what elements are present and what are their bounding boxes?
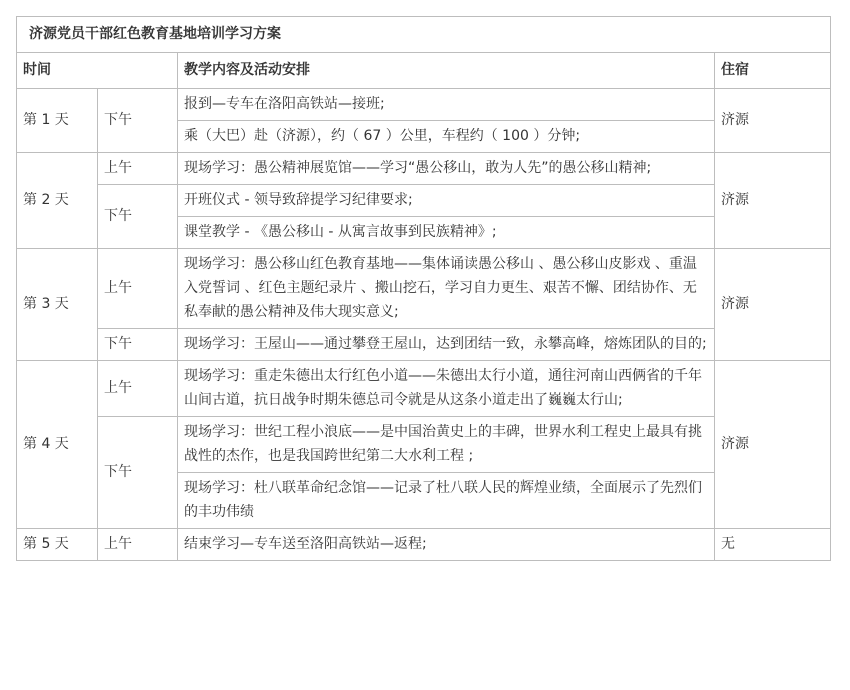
lodging-cell: 济源	[715, 89, 831, 153]
period-cell: 下午	[98, 417, 178, 529]
schedule-row	[17, 329, 831, 361]
activity-cell: 现场学习：愚公精神展览馆——学习“愚公移山，敢为人先”的愚公移山精神;	[178, 153, 715, 185]
schedule-row	[17, 529, 831, 561]
title-row	[17, 17, 831, 53]
period-cell: 下午	[98, 329, 178, 361]
lodging-cell: 济源	[715, 153, 831, 249]
plan-table-body	[17, 17, 831, 561]
period-cell: 上午	[98, 529, 178, 561]
activity-cell: 现场学习：杜八联革命纪念馆——记录了杜八联人民的辉煌业绩，全面展示了先烈们的丰功伟绩	[178, 473, 715, 529]
activity-cell: 现场学习：愚公移山红色教育基地——集体诵读愚公移山 、愚公移山皮影戏 、重温入党誓词 、红色主题纪录片 、搬山挖石，学习自力更生、艰苦不懈、团结协作、无私奉献的愚公精神及伟大现实意义;	[178, 249, 715, 329]
period-cell: 下午	[98, 185, 178, 249]
schedule-row	[17, 249, 831, 329]
header-row	[17, 53, 831, 89]
period-cell: 上午	[98, 153, 178, 185]
activity-cell: 报到—专车在洛阳高铁站—接班;	[178, 89, 715, 121]
day-cell: 第 3 天	[17, 249, 98, 361]
schedule-row	[17, 361, 831, 417]
day-cell: 第 1 天	[17, 89, 98, 153]
lodging-cell: 济源	[715, 249, 831, 361]
schedule-row	[17, 89, 831, 121]
period-cell: 上午	[98, 249, 178, 329]
header-time: 时间	[17, 53, 178, 89]
header-content: 教学内容及活动安排	[178, 53, 715, 89]
schedule-row	[17, 417, 831, 473]
schedule-row	[17, 153, 831, 185]
activity-cell: 课堂教学 - 《愚公移山 - 从寓言故事到民族精神》;	[178, 217, 715, 249]
schedule-row	[17, 185, 831, 217]
activity-cell: 现场学习：重走朱德出太行红色小道——朱德出太行小道，通往河南山西俩省的千年山间古道，抗日战争时期朱德总司令就是从这条小道走出了巍巍太行山;	[178, 361, 715, 417]
lodging-cell: 无	[715, 529, 831, 561]
day-cell: 第 5 天	[17, 529, 98, 561]
activity-cell: 开班仪式 - 领导致辞提学习纪律要求;	[178, 185, 715, 217]
period-cell: 上午	[98, 361, 178, 417]
activity-cell: 结束学习—专车送至洛阳高铁站—返程;	[178, 529, 715, 561]
plan-title: 济源党员干部红色教育基地培训学习方案	[17, 17, 831, 53]
training-plan-table	[16, 16, 831, 561]
lodging-cell: 济源	[715, 361, 831, 529]
header-lodging: 住宿	[715, 53, 831, 89]
day-cell: 第 4 天	[17, 361, 98, 529]
period-cell: 下午	[98, 89, 178, 153]
activity-cell: 现场学习：世纪工程小浪底——是中国治黄史上的丰碑，世界水利工程史上最具有挑战性的杰作，也是我国跨世纪第二大水利工程 ;	[178, 417, 715, 473]
activity-cell: 现场学习：王屋山——通过攀登王屋山，达到团结一致，永攀高峰，熔炼团队的目的;	[178, 329, 715, 361]
day-cell: 第 2 天	[17, 153, 98, 249]
activity-cell: 乘（大巴）赴（济源），约（ 67 ）公里，车程约（ 100 ）分钟;	[178, 121, 715, 153]
